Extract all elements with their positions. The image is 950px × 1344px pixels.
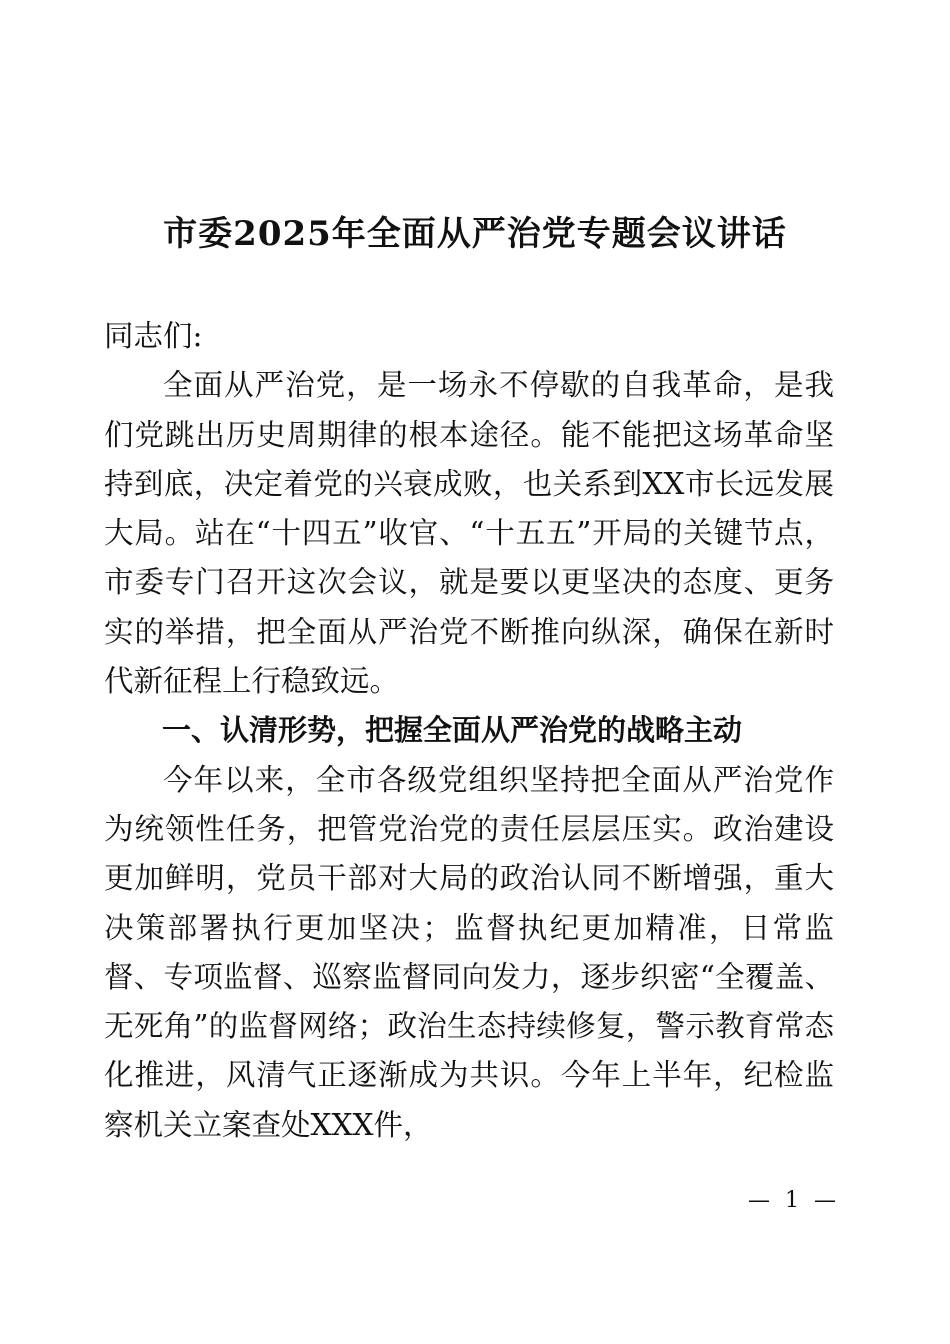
intro-paragraph: 全面从严治党，是一场永不停歇的自我革命，是我们党跳出历史周期律的根本途径。能不能把这场革命坚持到底，决定着党的兴衰成败，也关系到XX市长远发展大局。站在“十四五”收官、“十五五”开局的关键节点，市委专门召开这次会议，就是要以更坚决的态度、更务实的举措，把全面从严治党不断推向纵深，确保在新时代新征程上行稳致远。: [104, 368, 834, 699]
section-paragraph: 今年以来，全市各级党组织坚持把全面从严治党作为统领性任务，把管党治党的责任层层压实。政治建设更加鲜明，党员干部对大局的政治认同不断增强，重大决策部署执行更加坚决；监督执纪更加精准，日常监督、专项监督、巡察监督同向发力，逐步织密“全覆盖、无死角”的监督网络；政治生态持续修复，警示教育常态化推进，风清气正逐渐成为共识。今年上半年，纪检监察机关立案查处XXX件，: [104, 762, 834, 1142]
salutation: 同志们:: [104, 319, 203, 353]
page-number: — 1 —: [748, 1188, 840, 1213]
document-body: [104, 312, 834, 1150]
document-title: 市委2025年全面从严治党专题会议讲话: [163, 214, 787, 254]
section-heading: 一、认清形势，把握全面从严治党的战略主动: [162, 713, 743, 748]
